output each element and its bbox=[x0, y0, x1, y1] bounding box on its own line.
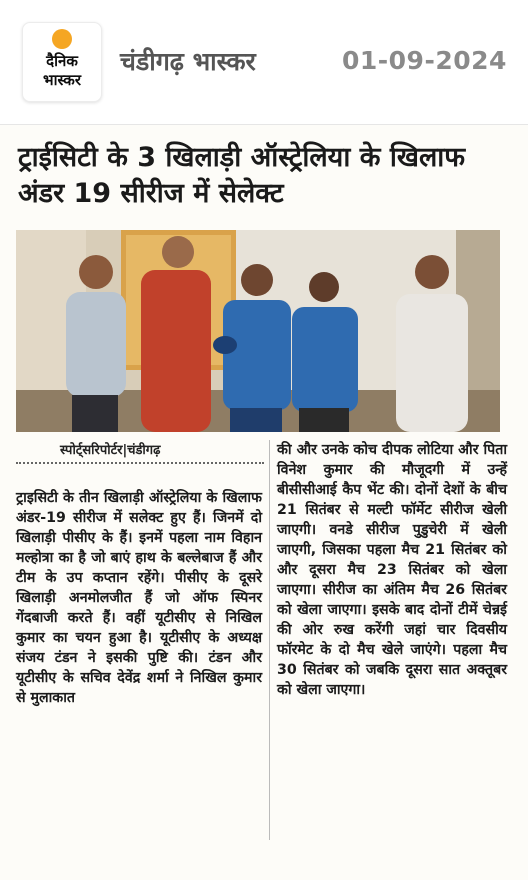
sun-logo-icon bbox=[52, 29, 72, 49]
article-byline: स्पोर्ट्सरिपोर्टर|चंडीगढ़ bbox=[60, 443, 161, 458]
logo-text-line1: दैनिक bbox=[46, 52, 78, 70]
logo-text-line2: भास्कर bbox=[43, 71, 81, 89]
app-header bbox=[0, 0, 528, 125]
article-photo bbox=[16, 230, 500, 432]
byline-divider bbox=[16, 462, 264, 464]
dainik-bhaskar-logo bbox=[22, 22, 102, 102]
edition-date: 01-09-2024 bbox=[342, 46, 507, 75]
article-column-2: की और उनके कोच दीपक लोटिया और पिता विनेश कुमार की मौजूदगी में उन्हें बीसीसीआई कैप भेंट की। दोनों देशों के बीच 21 सितंबर से मल्टी फॉर्मेट सीरीज खेली जाएगी। वनडे सीरीज पुडुचेरी में खेली जाएगी, जिसका पहला मैच 21 सितंबर को और दूसरा मैच 23 सितंबर को खेला जाएगा। सीरीज का अंतिम मैच 26 सितंबर को खेला जाएगा। इसके बाद दोनों टीमें चेन्नई की ओर रुख करेंगी जहां चार दिवसीय फॉरमेट के दो मैच खेले जाएंगे। पहला मैच 30 सितंबर को जबकि दूसरा सात अक्तूबर को खेला जाएगा। bbox=[277, 442, 507, 698]
article-column-1: ट्राइसिटी के तीन खिलाड़ी ऑस्ट्रेलिया के खिलाफ अंडर-19 सीरीज में सलेक्ट हुए हैं। जिनमें दो खिलाड़ी पीसीए के हैं। इनमें पहला नाम विहान मल्होत्रा का है जो बाएं हाथ के बल्लेबाज हैं और टीम के उप कप्तान रहेंगे। पीसीए के दूसरे खिलाड़ी अनमोलजीत हैं जो ऑफ स्पिनर गेंदबाजी करते हैं। वहीं यूटीसीए से निखिल कुमार का चयन हुआ है। यूटीसीए के अध्यक्ष संजय टंडन ने इसकी पुष्टि की। टंडन और यूटीसीए के सचिव देवेंद्र शर्मा ने निखिल कुमार से मुलाकात bbox=[16, 490, 262, 706]
edition-title: चंडीगढ़ भास्कर bbox=[120, 47, 256, 76]
article-headline: ट्राईसिटी के 3 खिलाड़ी ऑस्ट्रेलिया के खिलाफ अंडर 19 सीरीज में सेलेक्ट bbox=[18, 142, 466, 209]
column-divider bbox=[269, 440, 270, 840]
photo-illustration bbox=[16, 230, 500, 432]
